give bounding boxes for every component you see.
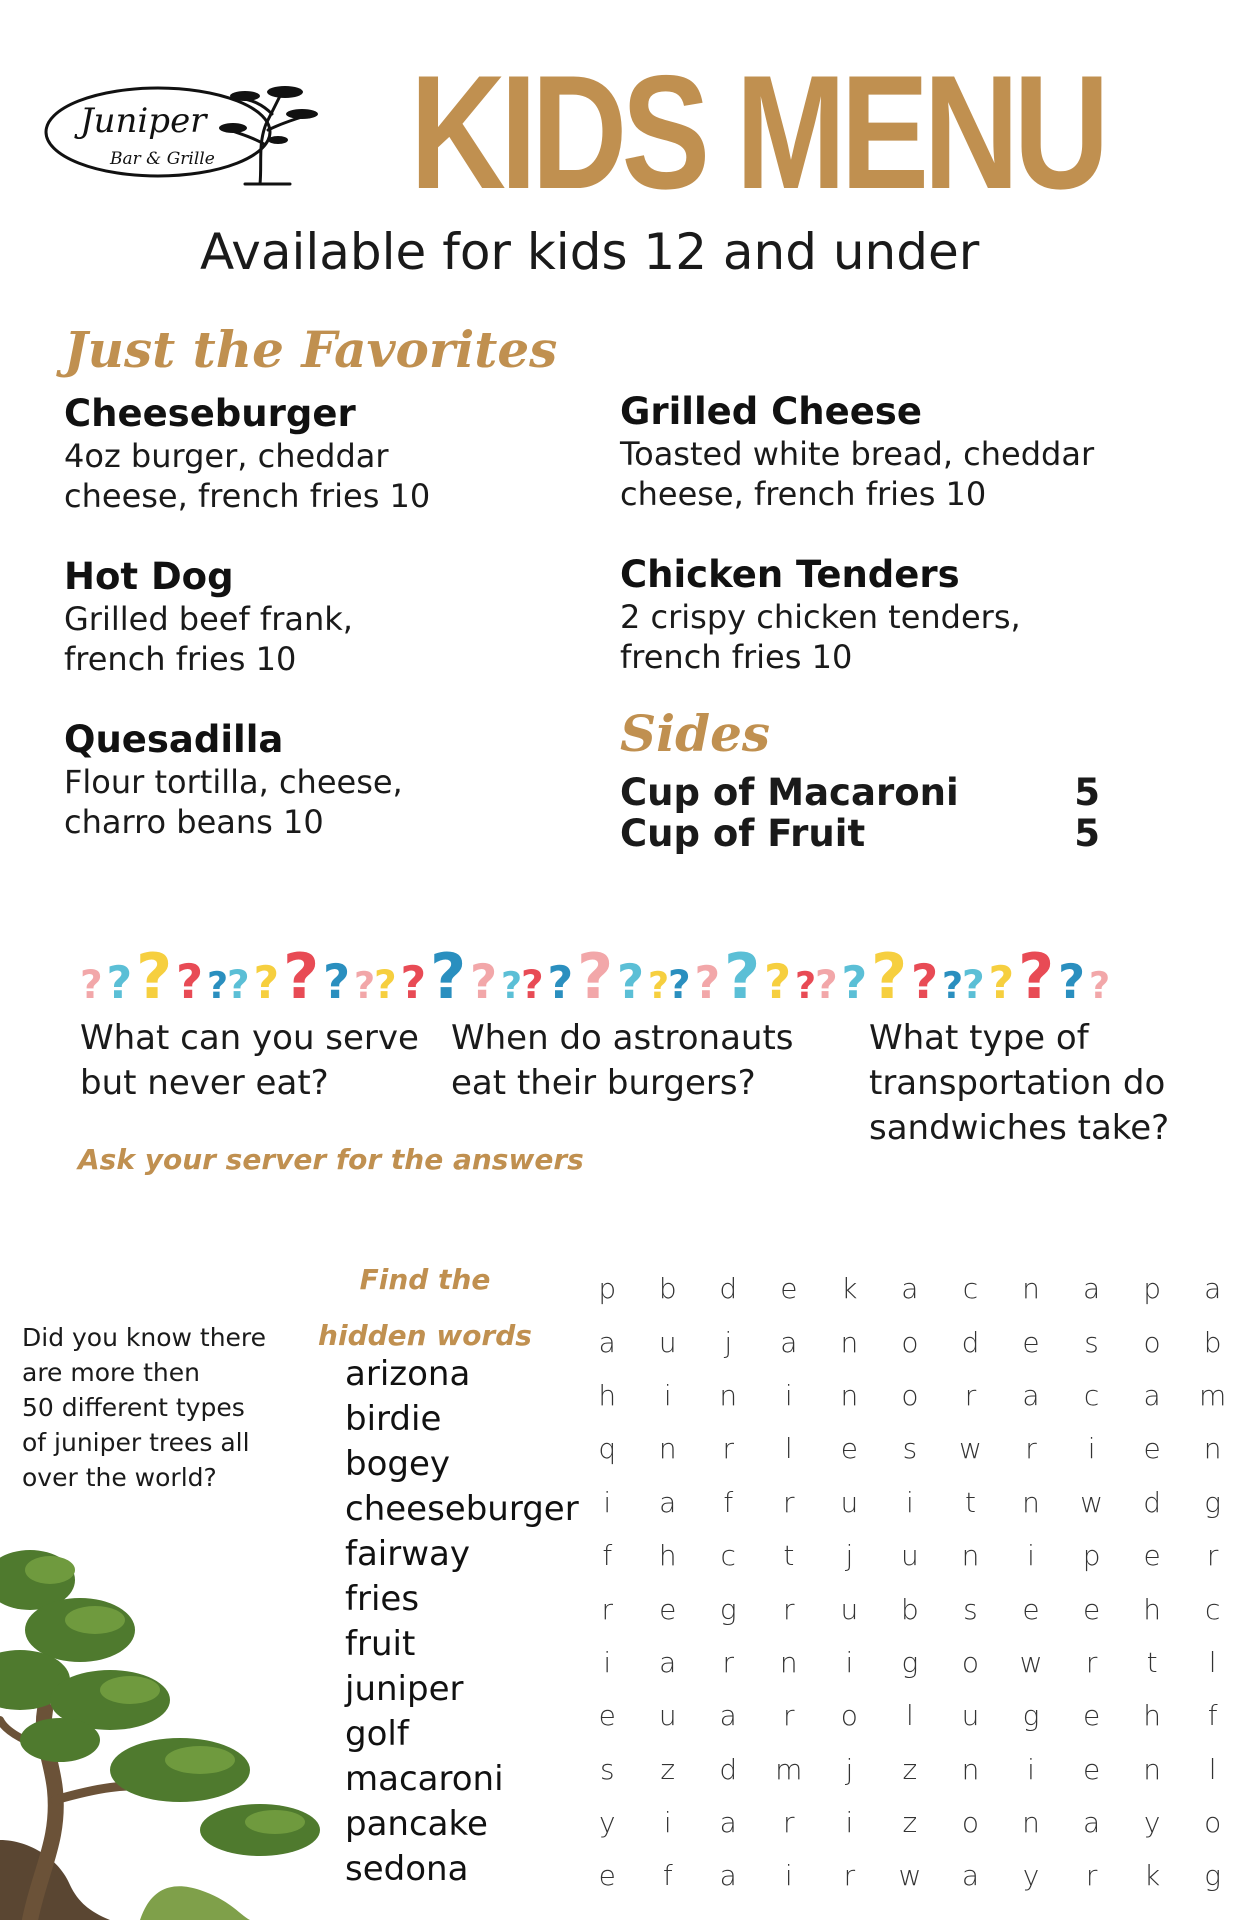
question-mark-icon: ?	[207, 964, 229, 1007]
grid-letter[interactable]: i	[1027, 1752, 1035, 1786]
grid-letter[interactable]: s	[963, 1592, 978, 1626]
grid-letter[interactable]: j	[845, 1752, 854, 1786]
grid-letter[interactable]: a	[598, 1325, 616, 1359]
question-mark-icon: ?	[1058, 956, 1086, 1010]
question-mark-icon: ?	[815, 963, 838, 1008]
grid-row	[577, 1849, 1243, 1902]
grid-letter[interactable]: a	[901, 1272, 919, 1306]
question-mark-icon: ?	[795, 964, 817, 1007]
riddle-2	[451, 1016, 794, 1106]
item-desc: 4oz burger, cheddar	[64, 437, 389, 475]
item-name: Grilled Cheese	[620, 390, 922, 433]
grid-letter[interactable]: h	[1143, 1592, 1161, 1626]
grid-letter[interactable]: h	[598, 1378, 617, 1412]
menu-item-chicken-tenders	[620, 553, 1160, 677]
grid-letter[interactable]: e	[1082, 1592, 1101, 1626]
grid-letter[interactable]: e	[1022, 1592, 1040, 1626]
grid-letter[interactable]: n	[840, 1325, 859, 1359]
grid-letter[interactable]: i	[603, 1645, 612, 1679]
grid-letter[interactable]: a	[659, 1645, 677, 1679]
sides-heading: Sides	[620, 704, 771, 763]
grid-letter[interactable]: b	[658, 1272, 677, 1306]
grid-letter[interactable]: m	[775, 1752, 803, 1786]
question-mark-icon: ?	[501, 964, 523, 1007]
question-mark-icon: ?	[354, 964, 376, 1007]
grid-letter[interactable]: p	[1082, 1539, 1101, 1573]
grid-letter[interactable]: n	[658, 1432, 677, 1466]
grid-letter[interactable]: o	[961, 1806, 980, 1840]
item-desc: Flour tortilla, cheese,	[64, 763, 403, 801]
fact-line: over the world?	[22, 1463, 217, 1492]
grid-row	[577, 1315, 1243, 1368]
grid-letter[interactable]: d	[1143, 1485, 1161, 1519]
riddle-line: When do astronauts	[451, 1018, 794, 1058]
grid-letter[interactable]: e	[1143, 1539, 1161, 1573]
grid-letter[interactable]: c	[1083, 1378, 1100, 1412]
logo-name: Juniper	[80, 101, 207, 141]
grid-letter[interactable]: a	[719, 1859, 737, 1893]
grid-letter[interactable]: r	[1085, 1859, 1098, 1893]
grid-letter[interactable]: a	[1143, 1378, 1161, 1412]
grid-letter[interactable]: i	[603, 1485, 612, 1519]
riddle-line: What can you serve	[80, 1018, 419, 1058]
grid-letter[interactable]: h	[1143, 1699, 1161, 1733]
grid-letter[interactable]: l	[906, 1699, 914, 1733]
item-desc: cheese, french fries 10	[620, 475, 987, 513]
item-name: Chicken Tenders	[620, 553, 960, 596]
juniper-tree-illustration	[0, 1540, 340, 1920]
ask-server-note: Ask your server for the answers	[78, 1143, 584, 1176]
grid-letter[interactable]: e	[1082, 1699, 1101, 1733]
grid-letter[interactable]: o	[901, 1378, 919, 1412]
grid-letter[interactable]: z	[660, 1752, 676, 1786]
grid-letter[interactable]: q	[598, 1432, 617, 1466]
grid-letter[interactable]: c	[962, 1272, 979, 1306]
word-list-item: fries	[345, 1579, 420, 1619]
riddle-3	[869, 1016, 1169, 1151]
grid-letter[interactable]: e	[598, 1859, 616, 1893]
grid-row	[577, 1689, 1243, 1742]
grid-row	[577, 1369, 1243, 1422]
grid-letter[interactable]: e	[1082, 1752, 1101, 1786]
question-mark-icon: ?	[648, 964, 670, 1007]
grid-letter[interactable]: f	[662, 1859, 673, 1893]
grid-letter[interactable]: r	[783, 1806, 795, 1840]
word-list-item: pancake	[345, 1804, 488, 1844]
item-name: Hot Dog	[64, 555, 234, 598]
question-mark-icon: ?	[942, 964, 964, 1007]
grid-letter[interactable]: s	[1084, 1325, 1099, 1359]
grid-letter[interactable]: z	[902, 1806, 918, 1840]
grid-letter[interactable]: l	[1208, 1752, 1217, 1786]
grid-letter[interactable]: w	[898, 1859, 922, 1893]
question-mark-icon: ?	[617, 956, 645, 1010]
grid-letter[interactable]: n	[1022, 1485, 1040, 1519]
grid-letter[interactable]: n	[1203, 1432, 1222, 1466]
grid-letter[interactable]: o	[840, 1699, 858, 1733]
grid-letter[interactable]: a	[1022, 1378, 1040, 1412]
grid-letter[interactable]: u	[840, 1592, 859, 1626]
word-list-item: fruit	[345, 1624, 416, 1664]
logo-tagline: Bar & Grille	[110, 149, 215, 169]
question-mark-icon: ?	[430, 940, 467, 1010]
side-price: 5	[1074, 812, 1100, 855]
grid-letter[interactable]: n	[961, 1752, 980, 1786]
grid-letter[interactable]: a	[1204, 1272, 1222, 1306]
grid-letter[interactable]: e	[780, 1272, 798, 1306]
item-desc: Grilled beef frank,	[64, 600, 353, 638]
question-mark-icon: ?	[80, 963, 103, 1008]
side-item-macaroni	[620, 772, 1100, 814]
item-desc: cheese, french fries 10	[64, 477, 431, 515]
grid-letter[interactable]: n	[1143, 1752, 1161, 1786]
question-mark-icon: ?	[547, 958, 574, 1009]
word-list-item: fairway	[345, 1534, 470, 1574]
grid-letter[interactable]: n	[961, 1539, 980, 1573]
question-mark-icon: ?	[1018, 940, 1055, 1010]
grid-letter[interactable]: i	[663, 1378, 672, 1412]
word-list-item: arizona	[345, 1354, 471, 1394]
grid-letter[interactable]: r	[783, 1592, 795, 1626]
grid-letter[interactable]: t	[964, 1485, 976, 1519]
grid-letter[interactable]: z	[902, 1752, 918, 1786]
juniper-logo	[40, 74, 340, 194]
fact-line: are more then	[22, 1358, 200, 1387]
question-mark-icon: ?	[1089, 964, 1110, 1007]
question-mark-icon: ?	[400, 958, 427, 1009]
grid-letter[interactable]: t	[783, 1539, 795, 1573]
grid-letter[interactable]: b	[901, 1592, 919, 1626]
grid-letter[interactable]: i	[1087, 1432, 1096, 1466]
grid-letter[interactable]: i	[663, 1806, 672, 1840]
grid-letter[interactable]: r	[722, 1645, 734, 1679]
grid-letter[interactable]: r	[843, 1859, 856, 1893]
grid-letter[interactable]: w	[1080, 1485, 1104, 1519]
word-search-heading-line: Find the	[359, 1263, 491, 1296]
grid-letter[interactable]: r	[722, 1432, 734, 1466]
grid-letter[interactable]: a	[1082, 1806, 1101, 1840]
item-desc: Toasted white bread, cheddar	[620, 435, 1095, 473]
page-title: KIDS MENU	[410, 42, 1104, 223]
question-mark-icon: ?	[521, 963, 544, 1008]
riddle-1	[80, 1016, 419, 1106]
question-mark-icon: ?	[871, 940, 908, 1010]
grid-letter[interactable]: i	[784, 1859, 793, 1893]
grid-letter[interactable]: h	[658, 1539, 677, 1573]
grid-letter[interactable]: g	[1204, 1485, 1222, 1519]
grid-letter[interactable]: n	[779, 1645, 798, 1679]
menu-item-cheeseburger	[64, 392, 604, 516]
grid-letter[interactable]: f	[602, 1539, 613, 1573]
question-mark-icon: ?	[323, 956, 351, 1010]
question-mark-icon: ?	[470, 956, 498, 1010]
grid-letter[interactable]: l	[1208, 1645, 1217, 1679]
grid-letter[interactable]: y	[1022, 1859, 1040, 1893]
grid-letter[interactable]: r	[1025, 1432, 1037, 1466]
question-mark-icon: ?	[911, 956, 939, 1010]
grid-letter[interactable]: i	[906, 1485, 914, 1519]
grid-letter[interactable]: i	[1027, 1539, 1035, 1573]
grid-letter[interactable]: f	[723, 1485, 734, 1519]
word-list-item: bogey	[345, 1444, 451, 1484]
fact-line: of juniper trees all	[22, 1428, 250, 1457]
question-mark-icon: ?	[253, 958, 280, 1009]
grid-letter[interactable]: n	[1022, 1272, 1040, 1306]
question-mark-icon: ?	[283, 940, 320, 1010]
grid-row	[577, 1796, 1243, 1849]
riddle-line: sandwiches take?	[869, 1108, 1170, 1148]
question-mark-icon: ?	[136, 940, 173, 1010]
grid-letter[interactable]: y	[598, 1806, 616, 1840]
grid-row	[577, 1582, 1243, 1635]
grid-letter[interactable]: c	[720, 1539, 736, 1573]
word-list-item: birdie	[345, 1399, 442, 1439]
grid-letter[interactable]: r	[1085, 1645, 1098, 1679]
grid-letter[interactable]: r	[1206, 1539, 1219, 1573]
grid-letter[interactable]: u	[658, 1699, 677, 1733]
grid-letter[interactable]: u	[658, 1325, 677, 1359]
grid-letter[interactable]: n	[1022, 1806, 1040, 1840]
question-mark-icon: ?	[577, 940, 614, 1010]
grid-letter[interactable]: c	[1204, 1592, 1221, 1626]
page-subtitle: Available for kids 12 and under	[200, 223, 980, 281]
grid-letter[interactable]: i	[784, 1378, 793, 1412]
grid-letter[interactable]: m	[1199, 1378, 1227, 1412]
grid-letter[interactable]: r	[964, 1378, 977, 1412]
grid-letter[interactable]: w	[959, 1432, 982, 1466]
grid-letter[interactable]: a	[719, 1699, 737, 1733]
grid-letter[interactable]: g	[719, 1592, 737, 1626]
word-search-heading-line: hidden words	[318, 1319, 532, 1352]
item-desc: french fries 10	[620, 638, 853, 676]
grid-letter[interactable]: s	[599, 1752, 615, 1786]
grid-letter[interactable]: n	[719, 1378, 738, 1412]
side-name: Cup of Macaroni	[620, 771, 959, 814]
favorites-heading: Just the Favorites	[64, 320, 558, 379]
grid-letter[interactable]: a	[961, 1859, 980, 1893]
grid-row	[577, 1422, 1243, 1475]
grid-letter[interactable]: e	[1022, 1325, 1040, 1359]
fact-line: 50 different types	[22, 1393, 245, 1422]
grid-letter[interactable]: o	[961, 1645, 980, 1679]
grid-letter[interactable]: b	[1203, 1325, 1222, 1359]
word-list-item: juniper	[345, 1669, 464, 1709]
grid-letter[interactable]: e	[840, 1432, 858, 1466]
grid-letter[interactable]: w	[1019, 1645, 1043, 1679]
grid-letter[interactable]: e	[1143, 1432, 1161, 1466]
grid-letter[interactable]: g	[901, 1645, 919, 1679]
item-desc: 2 crispy chicken tenders,	[620, 598, 1021, 636]
grid-letter[interactable]: d	[719, 1752, 738, 1786]
grid-row	[577, 1636, 1243, 1689]
grid-letter[interactable]: j	[724, 1325, 733, 1359]
grid-letter[interactable]: y	[1143, 1806, 1161, 1840]
question-marks-decoration	[80, 930, 1110, 1010]
word-list-item: macaroni	[345, 1759, 504, 1799]
grid-letter[interactable]: a	[719, 1806, 737, 1840]
question-mark-icon: ?	[176, 956, 204, 1010]
grid-letter[interactable]: u	[961, 1699, 980, 1733]
grid-row	[577, 1262, 1243, 1315]
grid-letter[interactable]: p	[598, 1272, 617, 1306]
side-name: Cup of Fruit	[620, 812, 866, 855]
item-name: Quesadilla	[64, 718, 284, 761]
grid-letter[interactable]: a	[659, 1485, 677, 1519]
grid-row	[577, 1743, 1243, 1796]
question-mark-icon: ?	[668, 963, 691, 1008]
question-mark-icon: ?	[764, 956, 792, 1010]
grid-letter[interactable]: i	[845, 1645, 854, 1679]
riddle-line: What type of	[869, 1018, 1089, 1058]
menu-item-grilled-cheese	[620, 390, 1160, 514]
question-mark-icon: ?	[988, 958, 1015, 1009]
grid-letter[interactable]: o	[1143, 1325, 1161, 1359]
question-mark-icon: ?	[374, 963, 397, 1008]
question-mark-icon: ?	[962, 963, 985, 1008]
grid-letter[interactable]: t	[1146, 1645, 1158, 1679]
question-mark-icon: ?	[841, 958, 868, 1009]
word-search-heading	[310, 1252, 540, 1364]
grid-letter[interactable]: g	[1204, 1859, 1222, 1893]
juniper-fact	[22, 1320, 292, 1495]
side-price: 5	[1074, 771, 1100, 814]
grid-letter[interactable]: u	[840, 1485, 859, 1519]
word-list-item: cheeseburger	[345, 1489, 579, 1529]
grid-letter[interactable]: f	[1207, 1699, 1218, 1733]
grid-letter[interactable]: s	[902, 1432, 918, 1466]
grid-letter[interactable]: i	[845, 1806, 854, 1840]
grid-letter[interactable]: p	[1143, 1272, 1161, 1306]
menu-item-quesadilla	[64, 718, 604, 842]
grid-letter[interactable]: u	[901, 1539, 919, 1573]
grid-letter[interactable]: e	[598, 1699, 616, 1733]
grid-letter[interactable]: r	[601, 1592, 613, 1626]
grid-letter[interactable]: a	[1082, 1272, 1101, 1306]
item-desc: french fries 10	[64, 640, 297, 678]
grid-row	[577, 1476, 1243, 1529]
grid-letter[interactable]: r	[783, 1699, 795, 1733]
riddle-line: but never eat?	[80, 1063, 329, 1103]
question-mark-icon: ?	[227, 963, 250, 1008]
grid-letter[interactable]: o	[1204, 1806, 1222, 1840]
grid-letter[interactable]: k	[841, 1272, 858, 1306]
item-desc: charro beans 10	[64, 803, 324, 841]
grid-letter[interactable]: g	[1022, 1699, 1040, 1733]
grid-letter[interactable]: d	[961, 1325, 980, 1359]
riddle-line: eat their burgers?	[451, 1063, 756, 1103]
grid-letter[interactable]: k	[1144, 1859, 1161, 1893]
grid-letter[interactable]: a	[780, 1325, 798, 1359]
fact-line: Did you know there	[22, 1323, 267, 1352]
grid-letter[interactable]: e	[659, 1592, 677, 1626]
question-mark-icon: ?	[106, 958, 133, 1009]
word-list-item: golf	[345, 1714, 409, 1754]
grid-letter[interactable]: n	[840, 1378, 859, 1412]
side-item-fruit	[620, 813, 1100, 855]
word-list	[345, 1352, 579, 1892]
word-search-grid	[577, 1262, 1243, 1903]
grid-letter[interactable]: o	[901, 1325, 919, 1359]
grid-letter[interactable]: j	[845, 1539, 854, 1573]
grid-row	[577, 1529, 1243, 1582]
question-mark-icon: ?	[724, 940, 761, 1010]
question-mark-icon: ?	[694, 958, 721, 1009]
menu-item-hot-dog	[64, 555, 604, 679]
item-name: Cheeseburger	[64, 392, 356, 435]
grid-letter[interactable]: r	[783, 1485, 795, 1519]
riddle-line: transportation do	[869, 1063, 1166, 1103]
word-list-item: sedona	[345, 1849, 469, 1889]
grid-letter[interactable]: d	[719, 1272, 738, 1306]
grid-letter[interactable]: l	[784, 1432, 793, 1466]
